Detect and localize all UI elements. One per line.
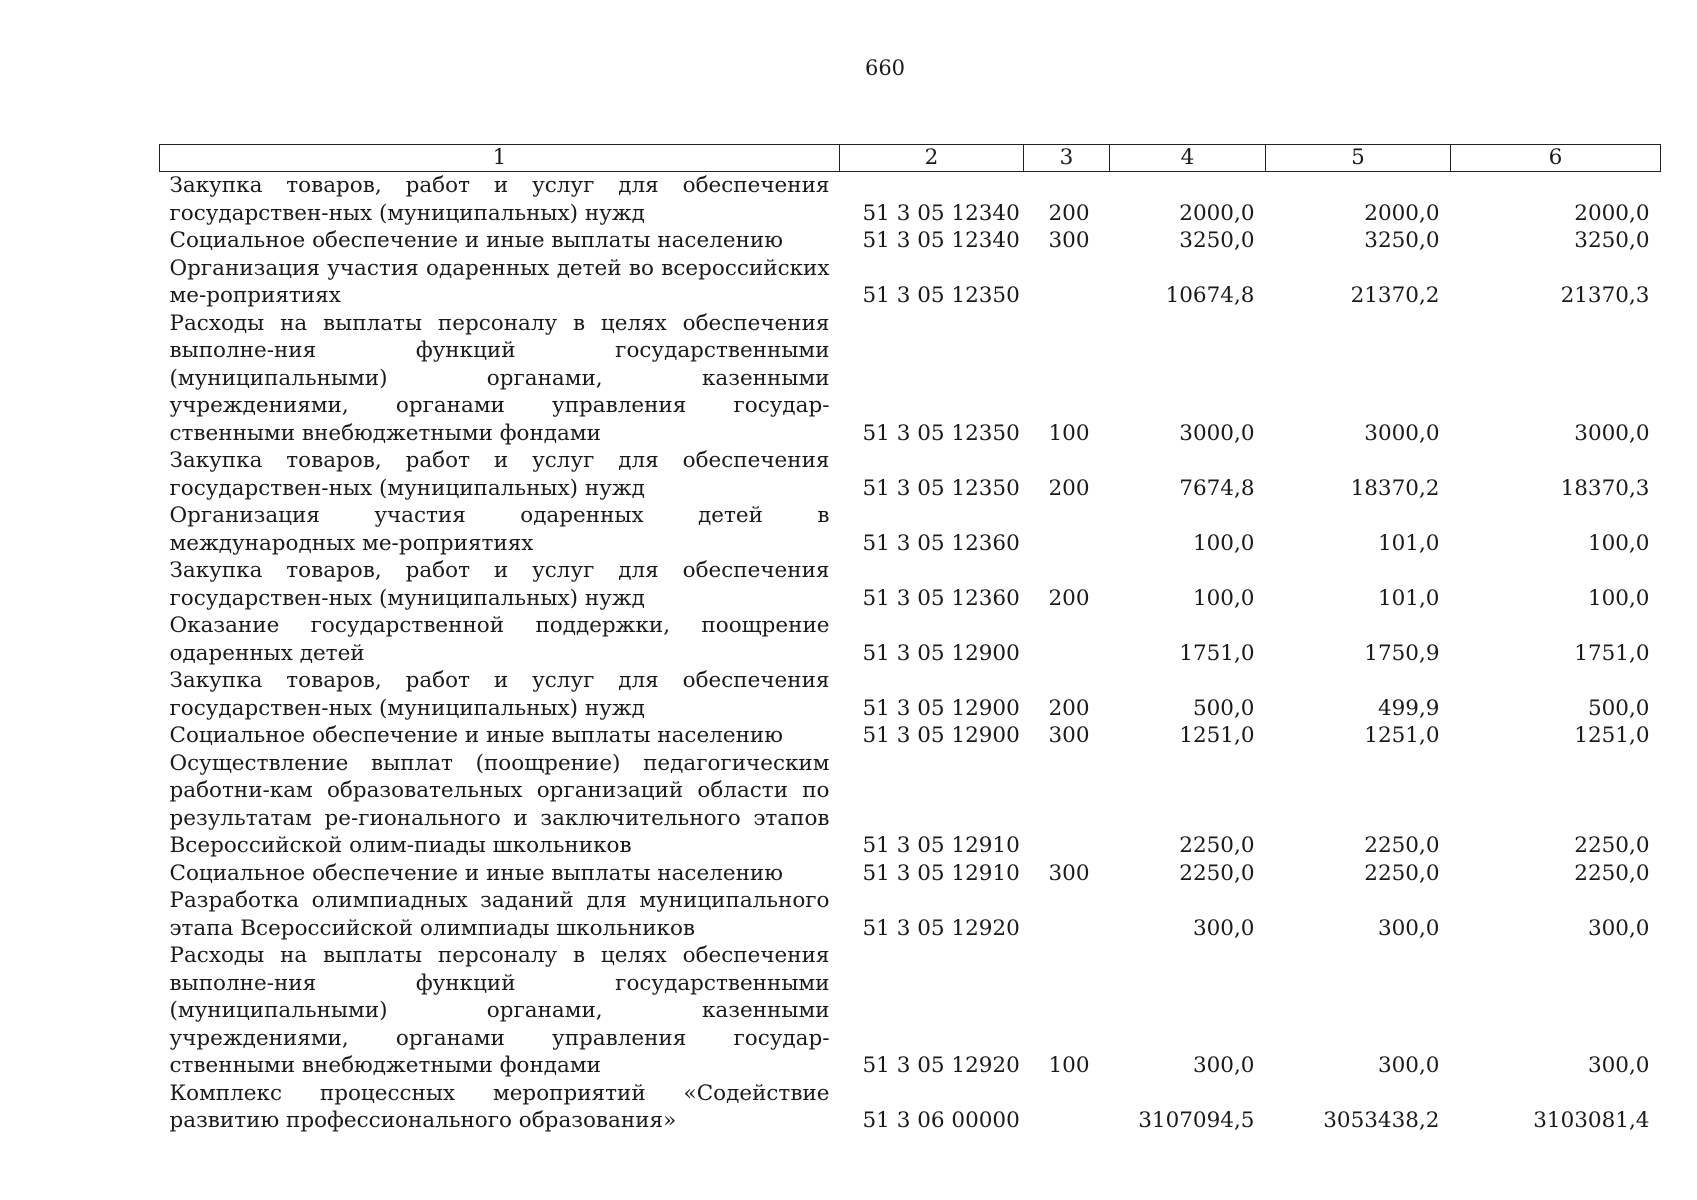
row-value-4: 2250,0 [1179, 833, 1255, 858]
row-group: 200 [1048, 475, 1090, 501]
table-row [160, 942, 1661, 1080]
table-row [160, 860, 1661, 888]
row-group: 300 [1048, 860, 1090, 886]
table-row [160, 502, 1661, 557]
table-row [160, 1080, 1661, 1135]
row-value-4: 2000,0 [1179, 200, 1255, 226]
table-row [160, 310, 1661, 448]
row-description: Расходы на выплаты персоналу в целях обеспечения выполне-ния функций государственными (муниципальными) органами, казенными учреждениями, органами управления государ-ственными внебюджетными фондами [169, 943, 830, 1078]
row-code: 51 3 05 12920 [862, 1053, 1020, 1078]
row-value-4: 500,0 [1192, 695, 1255, 721]
row-description: Социальное обеспечение и иные выплаты населению [169, 723, 783, 748]
row-code: 51 3 05 12360 [862, 530, 1020, 556]
header-col-5: 5 [1266, 145, 1451, 172]
row-value-6: 100,0 [1587, 585, 1650, 611]
table-row [160, 227, 1661, 255]
row-code: 51 3 05 12900 [862, 695, 1020, 721]
row-value-5: 21370,2 [1350, 283, 1440, 308]
row-value-4: 300,0 [1192, 1053, 1255, 1078]
row-group: 200 [1048, 200, 1090, 226]
row-value-6: 21370,3 [1560, 283, 1650, 308]
row-code: 51 3 05 12900 [862, 723, 1020, 748]
table-row [160, 612, 1661, 667]
row-value-5: 2000,0 [1364, 200, 1440, 226]
row-value-4: 300,0 [1192, 915, 1255, 941]
row-code: 51 3 05 12360 [862, 585, 1020, 611]
table-row [160, 887, 1661, 942]
row-value-4: 1251,0 [1179, 723, 1255, 748]
row-code: 51 3 05 12340 [862, 228, 1020, 253]
row-group [1024, 255, 1110, 310]
row-value-5: 2250,0 [1364, 833, 1440, 858]
row-value-5: 3053438,2 [1323, 1108, 1440, 1133]
row-value-5: 1750,9 [1364, 640, 1440, 666]
row-value-6: 500,0 [1587, 695, 1650, 721]
row-value-4: 3107094,5 [1138, 1108, 1255, 1133]
row-value-6: 300,0 [1587, 1053, 1650, 1078]
row-value-6: 3250,0 [1574, 228, 1650, 253]
row-group [1024, 502, 1110, 557]
row-value-4: 3250,0 [1179, 228, 1255, 253]
row-value-5: 101,0 [1377, 530, 1440, 556]
table-row [160, 557, 1661, 612]
page-number: 660 [864, 56, 906, 80]
row-value-5: 1251,0 [1364, 723, 1440, 748]
row-code: 51 3 05 12340 [862, 200, 1020, 226]
row-value-6: 18370,3 [1560, 475, 1650, 501]
row-group [1024, 612, 1110, 667]
row-code: 51 3 05 12900 [862, 640, 1020, 666]
header-col-1: 1 [160, 145, 840, 172]
row-group: 100 [1048, 1053, 1090, 1078]
row-group [1024, 1080, 1110, 1135]
row-value-6: 2250,0 [1574, 833, 1650, 858]
table-row [160, 667, 1661, 722]
header-row [160, 145, 1661, 172]
row-value-4: 100,0 [1192, 530, 1255, 556]
row-description: Оказание государственной поддержки, поощрение одаренных детей [169, 613, 830, 666]
row-description: Комплекс процессных мероприятий «Содействие развитию профессионального образования» [169, 1080, 830, 1133]
row-value-4: 7674,8 [1179, 475, 1255, 501]
row-value-5: 300,0 [1377, 915, 1440, 941]
row-description: Закупка товаров, работ и услуг для обеспечения государствен-ных (муниципальных) нужд [169, 668, 830, 721]
row-value-6: 3103081,4 [1533, 1108, 1650, 1133]
row-description: Организация участия одаренных детей в международных ме-роприятиях [169, 503, 830, 556]
header-col-2: 2 [840, 145, 1024, 172]
row-group: 300 [1048, 228, 1090, 253]
row-value-5: 18370,2 [1350, 475, 1440, 501]
row-value-5: 101,0 [1377, 585, 1440, 611]
row-description: Разработка олимпиадных заданий для муниципального этапа Всероссийской олимпиады школьников [169, 888, 830, 941]
row-value-6: 1751,0 [1574, 640, 1650, 666]
row-group: 200 [1048, 585, 1090, 611]
row-value-6: 1251,0 [1574, 723, 1650, 748]
row-group [1024, 887, 1110, 942]
header-col-3: 3 [1024, 145, 1110, 172]
row-description: Осуществление выплат (поощрение) педагогическим работни-кам образовательных организаций области по результатам ре-гионального и заключительного этапов Всероссийской олим-пиады школьников [169, 750, 830, 858]
table-row [160, 750, 1661, 860]
row-value-6: 2250,0 [1574, 860, 1650, 886]
row-group: 200 [1048, 695, 1090, 721]
row-code: 51 3 05 12920 [862, 915, 1020, 941]
row-value-5: 3000,0 [1364, 420, 1440, 446]
row-code: 51 3 05 12350 [862, 475, 1020, 501]
row-code: 51 3 05 12350 [862, 420, 1020, 446]
row-value-4: 2250,0 [1179, 860, 1255, 886]
table-row [160, 722, 1661, 750]
row-code: 51 3 05 12350 [862, 283, 1020, 308]
row-description: Расходы на выплаты персоналу в целях обеспечения выполне-ния функций государственными (муниципальными) органами, казенными учреждениями, органами управления государ-ственными внебюджетными фондами [169, 310, 830, 446]
row-description: Закупка товаров, работ и услуг для обеспечения государствен-ных (муниципальных) нужд [169, 558, 830, 611]
row-description: Социальное обеспечение и иные выплаты населению [169, 860, 783, 886]
table-row [160, 172, 1661, 228]
row-group [1024, 750, 1110, 860]
row-value-4: 3000,0 [1179, 420, 1255, 446]
row-code: 51 3 06 00000 [862, 1108, 1020, 1133]
row-value-6: 3000,0 [1574, 420, 1650, 446]
table-row [160, 255, 1661, 310]
row-value-5: 499,9 [1377, 695, 1440, 721]
row-value-5: 3250,0 [1364, 228, 1440, 253]
row-value-6: 2000,0 [1574, 200, 1650, 226]
row-description: Закупка товаров, работ и услуг для обеспечения государствен-ных (муниципальных) нужд [169, 173, 830, 226]
row-code: 51 3 05 12910 [862, 833, 1020, 858]
row-value-4: 100,0 [1192, 585, 1255, 611]
header-col-6: 6 [1451, 145, 1661, 172]
budget-table [159, 144, 1661, 1135]
row-code: 51 3 05 12910 [862, 860, 1020, 886]
row-value-6: 300,0 [1587, 915, 1650, 941]
row-description: Организация участия одаренных детей во всероссийских ме-роприятиях [169, 255, 830, 308]
row-group: 300 [1048, 723, 1090, 748]
row-value-5: 2250,0 [1364, 860, 1440, 886]
header-col-4: 4 [1110, 145, 1266, 172]
row-description: Закупка товаров, работ и услуг для обеспечения государствен-ных (муниципальных) нужд [169, 448, 830, 501]
row-value-6: 100,0 [1587, 530, 1650, 556]
row-value-4: 10674,8 [1165, 283, 1255, 308]
row-group: 100 [1048, 420, 1090, 446]
row-value-5: 300,0 [1377, 1053, 1440, 1078]
table-row [160, 447, 1661, 502]
row-value-4: 1751,0 [1179, 640, 1255, 666]
row-description: Социальное обеспечение и иные выплаты населению [169, 228, 783, 253]
